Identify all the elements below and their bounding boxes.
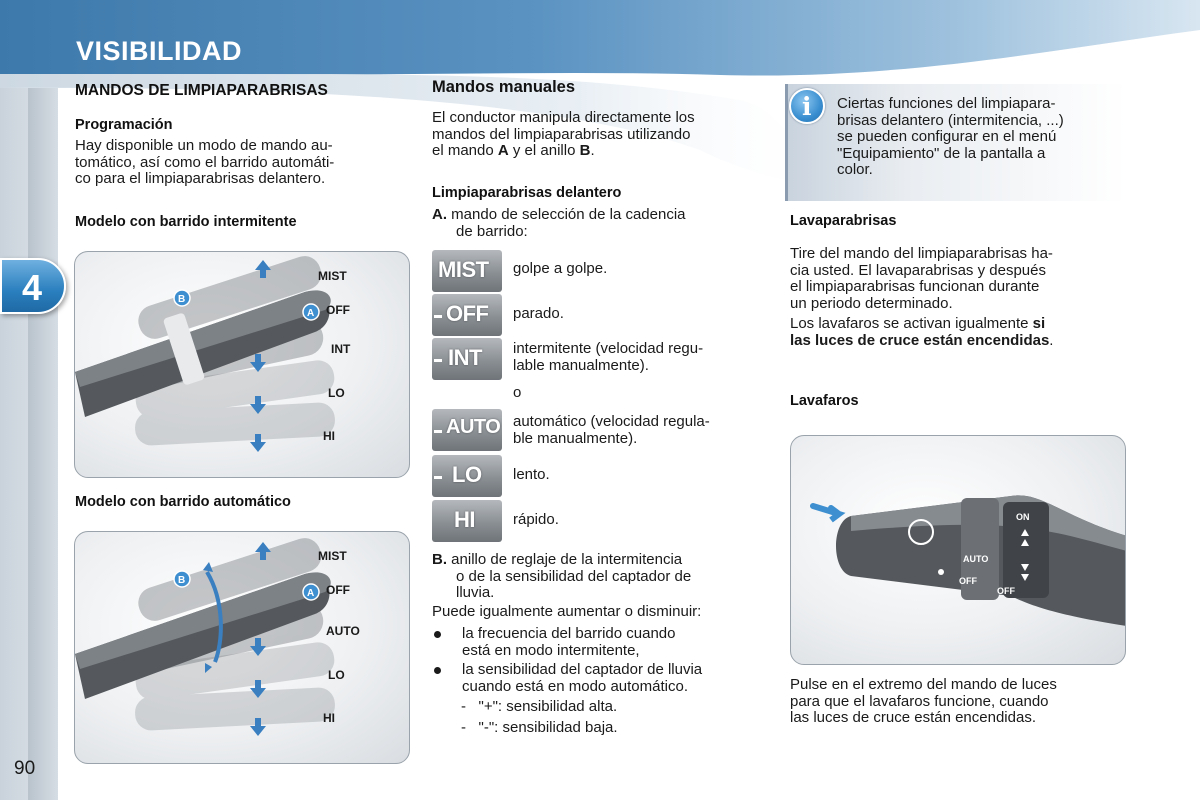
sensitivity-low: - "-": sensibilidad baja.	[461, 719, 618, 736]
chapter-tab[interactable]	[0, 258, 66, 314]
manual-controls-heading: Mandos manuales	[432, 78, 576, 96]
info-icon: i	[789, 88, 825, 124]
fig1-label-hi: HI	[323, 429, 335, 443]
fig3-label-off: OFF	[959, 576, 977, 586]
fig3-label-on: ON	[1016, 512, 1030, 522]
front-wiper-title: Limpiaparabrisas delantero	[432, 185, 622, 201]
fig2-label-hi: HI	[323, 711, 335, 725]
list-item: la sensibilidad del captador de lluvia cuando está en modo automático.	[462, 661, 703, 695]
wiper-stalk-illustration	[75, 252, 410, 478]
mode-row-off: OFF parado.	[432, 294, 772, 336]
mode-badge: MIST	[432, 250, 502, 292]
control-b-description: B. anillo de reglaje de la intermitencia o de la sensibilidad del captador de lluvia.	[432, 551, 692, 601]
mode-badge: HI	[432, 500, 502, 542]
page-title: VISIBILIDAD	[76, 36, 243, 66]
fig2-label-mist: MIST	[318, 549, 347, 563]
mode-badge: OFF	[432, 294, 502, 336]
fig1-label-int: INT	[331, 342, 351, 356]
headlamp-washer-text: Pulse en el extremo del mando de luces para que el lavafaros funcione, cuando las luces de cruce están encendidas.	[790, 676, 1057, 726]
headlamp-condition-text: Los lavafaros se activan igualmente si las luces de cruce están encendidas.	[790, 315, 1054, 349]
fig2-label-auto: AUTO	[326, 624, 360, 638]
bullet-dot	[434, 667, 441, 674]
bullet-dot	[434, 631, 441, 638]
programming-title: Programación	[75, 117, 173, 133]
model2-title: Modelo con barrido automático	[75, 494, 291, 510]
can-adjust-text: Puede igualmente aumentar o disminuir:	[432, 603, 702, 620]
lighting-stalk-figure	[790, 435, 1126, 665]
section-heading: MANDOS DE LIMPIAPARABRISAS	[75, 82, 328, 99]
sensitivity-high: - "+": sensibilidad alta.	[461, 698, 618, 715]
fig2-label-lo: LO	[328, 668, 345, 682]
wiper-stalk-illustration	[75, 532, 410, 764]
callout-a-label: A	[307, 308, 315, 319]
callout-a-label: A	[307, 588, 315, 599]
washer-title: Lavaparabrisas	[790, 213, 897, 229]
model1-title: Modelo con barrido intermitente	[75, 214, 297, 230]
mode-row-lo: LO lento.	[432, 455, 772, 497]
control-a-description: A. mando de selección de la cadencia de barrido:	[432, 206, 686, 240]
fig1-label-lo: LO	[328, 386, 345, 400]
mode-row-mist: MIST golpe a golpe.	[432, 250, 772, 292]
list-item: la frecuencia del barrido cuando está en modo intermitente,	[462, 625, 676, 659]
wiper-stalk-figure-intermittent	[74, 251, 410, 478]
mode-badge: AUTO	[432, 409, 502, 451]
headlamp-washer-title: Lavafaros	[790, 393, 859, 409]
or-text: o	[513, 384, 522, 401]
mode-badge: LO	[432, 455, 502, 497]
fig2-label-off: OFF	[326, 583, 350, 597]
fig1-label-mist: MIST	[318, 269, 347, 283]
fig1-label-off: OFF	[326, 303, 350, 317]
info-text: Ciertas funciones del limpiapara- brisas delantero (intermitencia, ...) se pueden configurar en el menú "Equipamiento" de la pantalla a color.	[837, 95, 1064, 178]
fig3-label-off-ring: OFF	[997, 586, 1015, 596]
page-number: 90	[14, 758, 36, 779]
fig3-label-auto: AUTO	[963, 554, 989, 564]
lighting-stalk-illustration	[791, 436, 1126, 665]
callout-b-label: B	[178, 575, 186, 586]
mode-row-auto: AUTO automático (velocidad regula- ble manualmente).	[432, 409, 772, 451]
left-column	[75, 82, 415, 188]
callout-b-label: B	[178, 294, 186, 305]
wiper-stalk-figure-automatic	[74, 531, 410, 764]
washer-text: Tire del mando del limpiaparabrisas ha- cia usted. El lavaparabrisas y después el limpiaparabrisas funcionan durante un periodo determinado.	[790, 245, 1053, 312]
mode-row-hi: HI rápido.	[432, 500, 772, 542]
side-band-shade	[28, 88, 58, 800]
mode-badge: INT	[432, 338, 502, 380]
mode-row-int: INT intermitente (velocidad regu- lable manualmente).	[432, 338, 772, 380]
chapter-number: 4	[22, 267, 43, 308]
programming-text: Hay disponible un modo de mando au- tomático, así como el barrido automáti- co para el limpiaparabrisas delantero.	[75, 137, 335, 187]
manual-controls-intro: El conductor manipula directamente los mandos del limpiaparabrisas utilizando el mando A y el anillo B.	[432, 109, 695, 159]
